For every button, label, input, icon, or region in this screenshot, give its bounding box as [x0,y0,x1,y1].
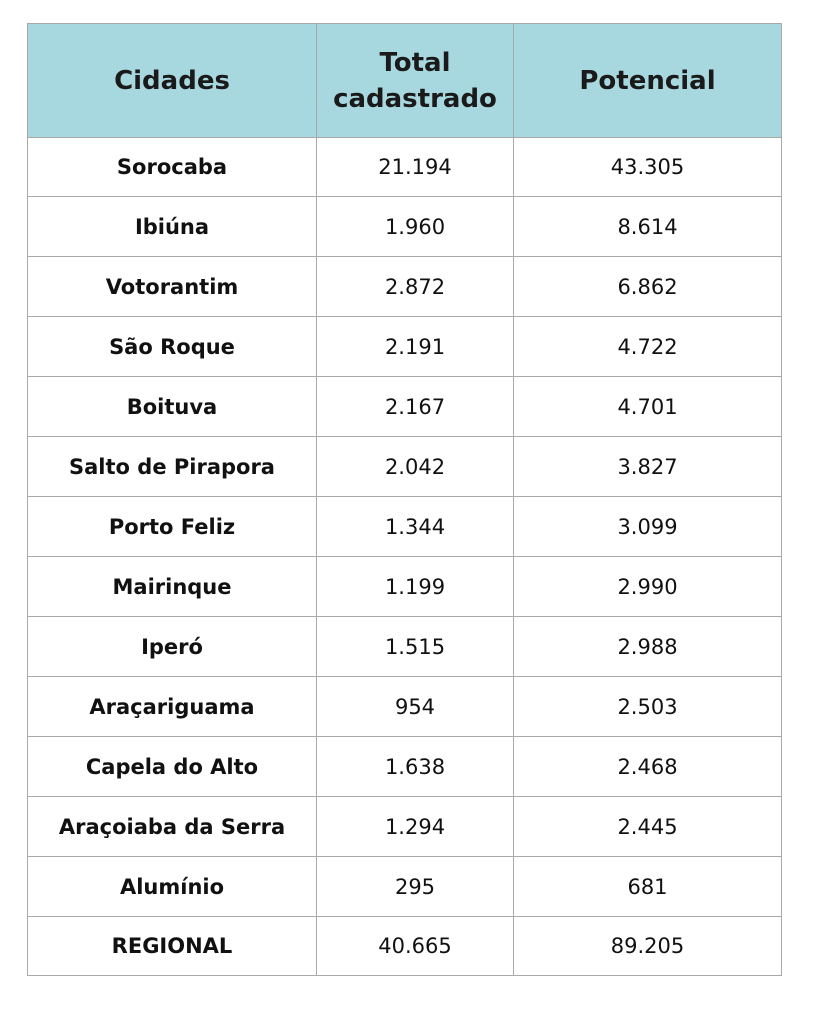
regional-label-cell: REGIONAL [28,917,317,976]
city-cell: Araçoiaba da Serra [28,797,317,857]
total-cell: 1.638 [317,737,514,797]
table-row [28,797,782,857]
potential-cell: 3.099 [514,497,782,557]
regional-total-cell: 40.665 [317,917,514,976]
city-cell: Alumínio [28,857,317,917]
table-row [28,317,782,377]
table-row [28,257,782,317]
city-cell: Ibiúna [28,197,317,257]
table-row [28,377,782,437]
potential-cell: 8.614 [514,197,782,257]
table-row [28,737,782,797]
city-cell: Mairinque [28,557,317,617]
total-cell: 2.191 [317,317,514,377]
potential-cell: 4.722 [514,317,782,377]
total-cell: 2.042 [317,437,514,497]
potential-cell: 4.701 [514,377,782,437]
header-total-cadastrado [317,24,514,138]
table-row [28,677,782,737]
table-row [28,857,782,917]
potential-cell: 43.305 [514,138,782,197]
regional-total-row [28,917,782,976]
city-cell: Araçariguama [28,677,317,737]
table-header [28,24,782,138]
table-row [28,437,782,497]
total-cell: 295 [317,857,514,917]
city-cell: Boituva [28,377,317,437]
header-cidades: Cidades [28,24,317,138]
potential-cell: 2.445 [514,797,782,857]
regional-potential-cell: 89.205 [514,917,782,976]
total-cell: 21.194 [317,138,514,197]
potential-cell: 2.468 [514,737,782,797]
total-cell: 1.344 [317,497,514,557]
total-cell: 1.294 [317,797,514,857]
table-row [28,497,782,557]
city-cell: Salto de Pirapora [28,437,317,497]
potential-cell: 2.503 [514,677,782,737]
table-row [28,138,782,197]
potential-cell: 2.988 [514,617,782,677]
city-cell: Capela do Alto [28,737,317,797]
total-cell: 2.872 [317,257,514,317]
header-potencial: Potencial [514,24,782,138]
city-cell: São Roque [28,317,317,377]
total-cell: 954 [317,677,514,737]
potential-cell: 681 [514,857,782,917]
cities-table [27,23,782,976]
city-cell: Porto Feliz [28,497,317,557]
table-body [28,138,782,976]
header-total-line2: cadastrado [333,83,497,114]
total-cell: 1.199 [317,557,514,617]
table-row [28,617,782,677]
potential-cell: 6.862 [514,257,782,317]
potential-cell: 2.990 [514,557,782,617]
city-cell: Iperó [28,617,317,677]
table-row [28,197,782,257]
total-cell: 1.515 [317,617,514,677]
potential-cell: 3.827 [514,437,782,497]
table-row [28,557,782,617]
city-cell: Sorocaba [28,138,317,197]
city-cell: Votorantim [28,257,317,317]
header-row [28,24,782,138]
total-cell: 2.167 [317,377,514,437]
header-total-line1: Total [379,47,451,78]
total-cell: 1.960 [317,197,514,257]
